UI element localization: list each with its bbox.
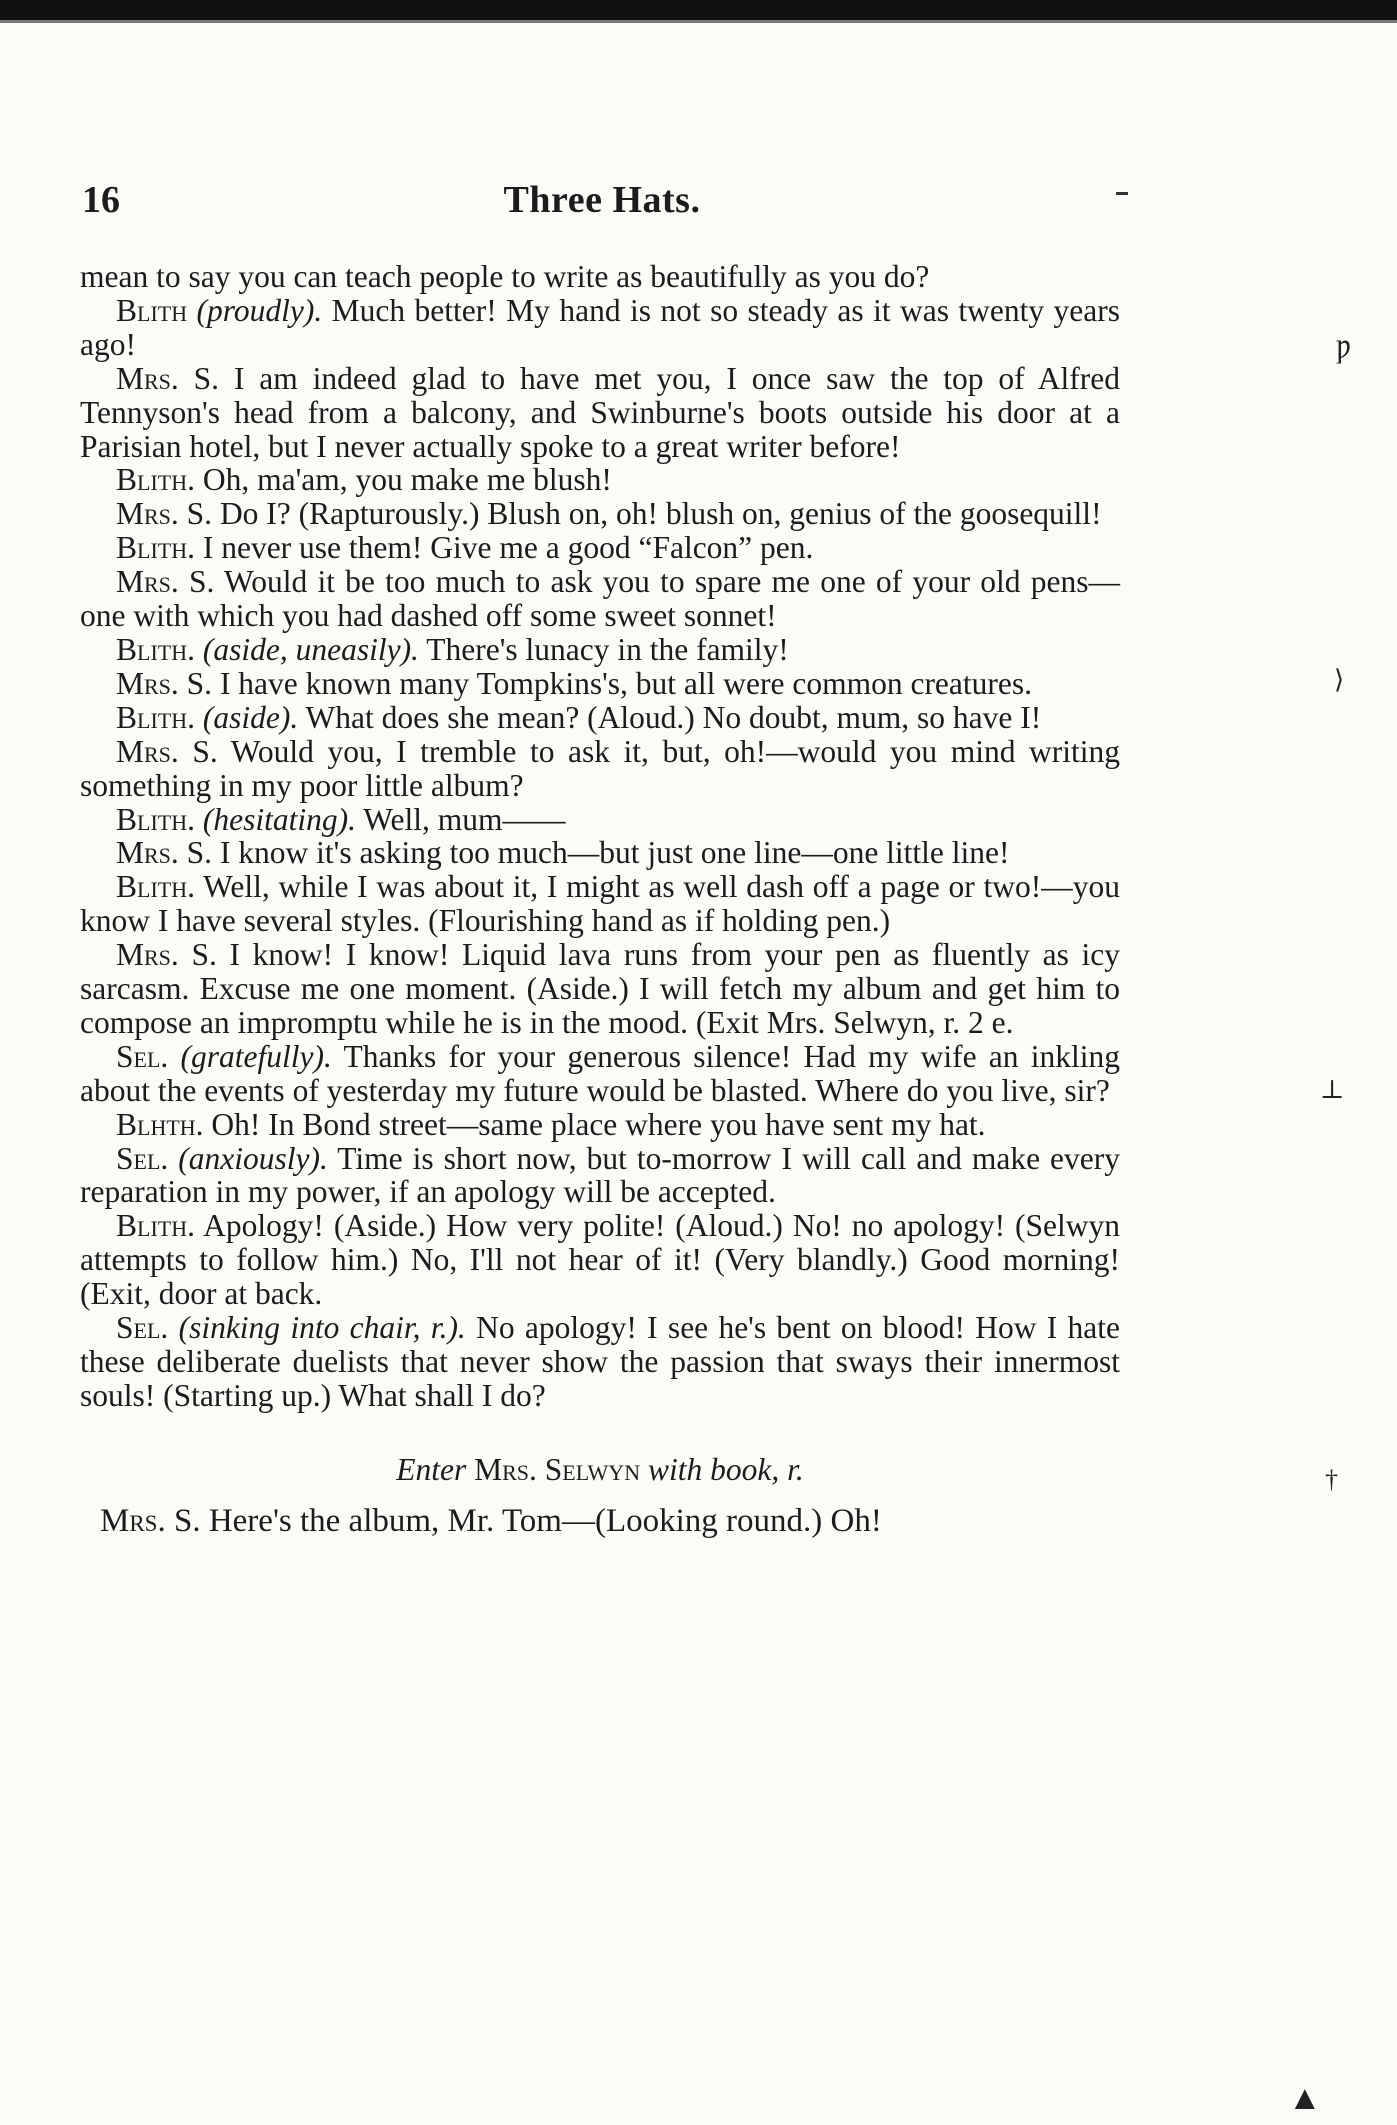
speaker: Blith. — [116, 869, 195, 905]
stage-direction: (anxiously). — [178, 1140, 328, 1176]
paragraph-text: mean to say you can teach people to write as beautifully as you do? — [80, 259, 930, 294]
stage-direction: (proudly). — [196, 292, 323, 328]
top-border — [0, 0, 1397, 20]
paragraph-text: Much better! My hand is not so steady as it was twenty years ago! — [80, 292, 1121, 362]
speaker: Blhth. — [116, 1106, 204, 1142]
last-line — [80, 1502, 1120, 1539]
speaker: Mrs. S. — [116, 733, 218, 769]
paragraph — [80, 701, 1120, 735]
page-header — [82, 178, 1122, 224]
paragraph — [80, 362, 1120, 464]
page-number: 16 — [82, 179, 120, 221]
paragraph — [80, 633, 1120, 667]
paragraph — [80, 1142, 1120, 1210]
speaker: Blith. — [116, 530, 195, 566]
speaker: Mrs. S. — [116, 937, 217, 973]
paragraph — [80, 1108, 1120, 1142]
paragraph-text: I am indeed glad to have met you, I once saw the top of Alfred Tennyson's head from a balcony, and Swinburne's boots outside his door at a Parisian hotel, but I never actually spoke to a great writer before! — [80, 360, 1120, 464]
paragraph-text: I know it's asking too much—but just one line—one little line! — [219, 835, 1010, 871]
speaker: Mrs. S. — [116, 496, 213, 532]
paragraph-text: I have known many Tompkins's, but all were common creatures. — [219, 665, 1033, 701]
paragraph-text: Oh! In Bond street—same place where you have sent my hat. — [211, 1106, 986, 1142]
top-border-rule — [0, 20, 1397, 23]
speaker: Sel. — [116, 1310, 169, 1346]
paragraph-text: I never use them! Give me a good “Falcon” pen. — [202, 530, 814, 566]
paragraph-text: Apology! (Aside.) How very polite! (Aloud.) No! no apology! (Selwyn attempts to follow him.) No, I'll not hear of it! (Very blandly.) Good morning! (Exit, door at back. — [80, 1208, 1120, 1312]
paragraph — [80, 531, 1120, 565]
speaker: Sel. — [116, 1140, 169, 1176]
entering-character: Mrs. Selwyn — [474, 1451, 641, 1487]
stage-direction: (aside). — [202, 699, 299, 735]
paragraph-text: What does she mean? (Aloud.) No doubt, mum, so have I! — [305, 699, 1042, 735]
paragraph — [80, 870, 1120, 938]
paragraph-text: Well, mum—— — [363, 801, 566, 837]
speaker: Blith. — [116, 462, 195, 498]
paragraph — [80, 260, 1120, 294]
paragraph — [80, 565, 1120, 633]
paragraph — [80, 1311, 1120, 1413]
paragraph — [80, 497, 1120, 531]
paragraph — [80, 735, 1120, 803]
paragraph-text: Do I? (Rapturously.) Blush on, oh! blush on, genius of the goosequill! — [219, 496, 1102, 532]
running-title: Three Hats. — [503, 179, 701, 221]
speaker: Blith. — [116, 631, 195, 667]
margin-mark: Ƿ — [1336, 335, 1351, 364]
stage-direction: (sinking into chair, r.). — [178, 1310, 466, 1346]
entrance-direction: with book, r. — [647, 1451, 804, 1487]
paragraph — [80, 667, 1120, 701]
stage-entrance — [80, 1453, 1120, 1487]
speaker: Mrs. S. — [116, 835, 213, 871]
header-mark — [1116, 192, 1128, 195]
speaker: Mrs. S. — [116, 665, 213, 701]
paragraph-text: Time is short now, but to-morrow I will call and make every reparation in my power, if an apology will be accepted. — [80, 1140, 1120, 1210]
enter-word: Enter — [396, 1451, 467, 1487]
speaker: Blith. — [116, 801, 195, 837]
stage-direction: (aside, uneasily). — [202, 631, 419, 667]
paragraph-text: Thanks for your generous silence! Had my wife an inkling about the events of yesterday my future would be blasted. Where do you live, sir? — [80, 1038, 1121, 1108]
paragraph — [80, 938, 1120, 1040]
speaker: Mrs. S. — [100, 1502, 201, 1539]
paragraph — [80, 803, 1120, 837]
paragraph-text: Would it be too much to ask you to spare me one of your old pens—one with which you had dashed off some sweet sonnet! — [80, 564, 1120, 634]
paragraph — [80, 836, 1120, 870]
paragraph-text: Oh, ma'am, you make me blush! — [202, 462, 612, 498]
paragraph — [80, 1040, 1120, 1108]
paragraph — [80, 1209, 1120, 1311]
margin-mark: † — [1325, 1465, 1338, 1494]
paragraph-text: Well, while I was about it, I might as well dash off a page or two!—you know I have several styles. (Flourishing hand as if holding pen.) — [80, 869, 1121, 939]
speaker: Blith — [116, 292, 188, 328]
stage-direction: (gratefully). — [180, 1038, 332, 1074]
speaker: Mrs. S. — [116, 564, 215, 600]
speaker: Blith. — [116, 699, 195, 735]
margin-mark: ▲ — [1288, 2080, 1322, 2117]
paragraph — [80, 463, 1120, 497]
paragraph-text: Would you, I tremble to ask it, but, oh!—would you mind writing something in my poor little album? — [80, 733, 1120, 803]
speaker: Mrs. S. — [116, 360, 220, 396]
paragraph-text: I know! I know! Liquid lava runs from your pen as fluently as icy sarcasm. Excuse me one moment. (Aside.) I will fetch my album and get him to compose an impromptu while he is in the mood. (Exit Mrs. Selwyn, r. 2 e. — [80, 937, 1121, 1040]
stage-direction: (hesitating). — [202, 801, 356, 837]
play-text — [80, 260, 1120, 1539]
margin-mark: ⊥ — [1320, 1075, 1345, 1104]
paragraph-text: There's lunacy in the family! — [426, 631, 789, 667]
last-line-text: Here's the album, Mr. Tom—(Looking round.) Oh! — [208, 1502, 882, 1539]
speaker: Sel. — [116, 1038, 169, 1074]
speaker: Blith. — [116, 1208, 195, 1244]
margin-mark: ⟩ — [1334, 665, 1345, 694]
paragraph-text: No apology! I see he's bent on blood! How I hate these deliberate duelists that never show the passion that sways their innermost souls! (Starting up.) What shall I do? — [80, 1310, 1121, 1413]
paragraph — [80, 294, 1120, 362]
